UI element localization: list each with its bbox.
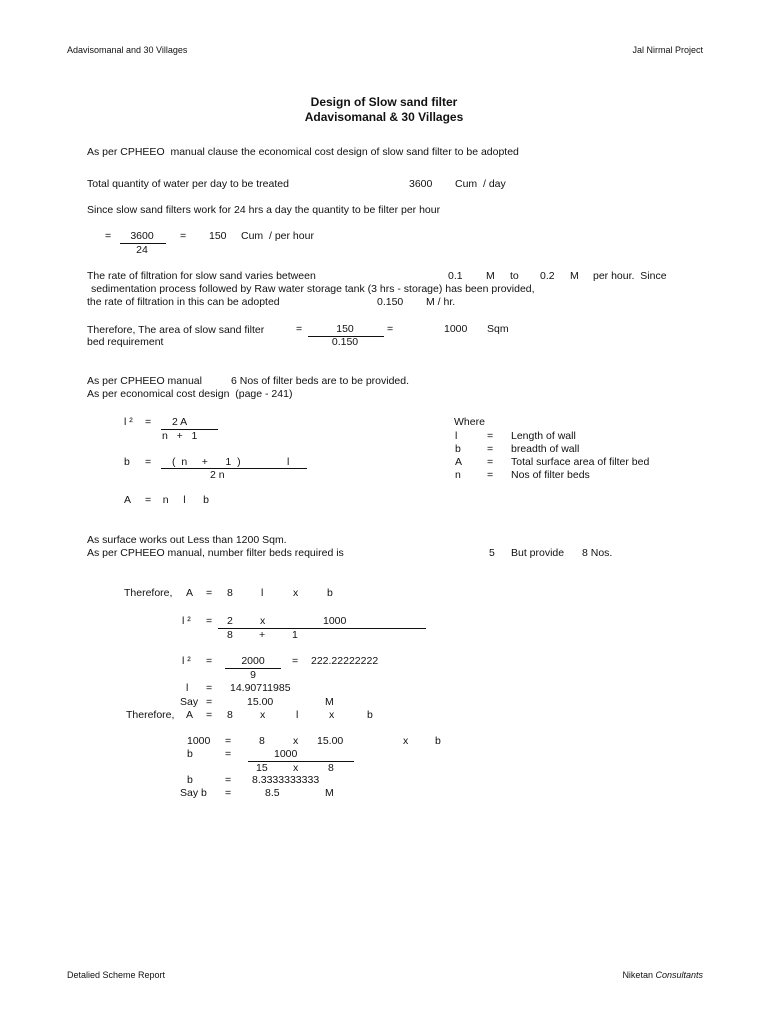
calc-r1-eq: = [206, 587, 213, 599]
area-denominator: 0.150 [331, 336, 359, 348]
where-eq-a: = [487, 456, 494, 468]
calc-r5-say: Say [180, 696, 199, 708]
rate-adopted-unit: M / hr. [426, 296, 456, 308]
formula-l2: l ² [124, 416, 133, 428]
calc-r4-value: 14.90711985 [230, 682, 291, 694]
formula-ani: = n l b [145, 494, 209, 506]
calc-r4-l: l [186, 682, 189, 694]
calc-r6-l: l [296, 709, 299, 721]
where-eq-b: = [487, 443, 494, 455]
where-sym-a: A [455, 456, 463, 468]
total-label: Total quantity of water per day to be treated [87, 178, 289, 190]
calc-r6-b: b [367, 709, 373, 721]
surface-line2: As per CPHEEO manual, number filter beds required is [87, 547, 344, 559]
calc-r2-eq: = [206, 615, 213, 627]
calc-r2-d2: 1 [292, 629, 298, 641]
formula-num-2a: 2 A [172, 416, 188, 428]
rate-tail: per hour. Since [593, 270, 667, 282]
rate-v2: 0.2 [540, 270, 555, 282]
where-title: Where [454, 416, 485, 428]
formula-b-line [161, 468, 307, 469]
calc-r6-n: 8 [227, 709, 233, 721]
footer-right-italic: Consultants [655, 970, 703, 980]
calc-r9-b: b [187, 774, 193, 786]
calc-r5-eq: = [206, 696, 213, 708]
formula-den-2n: 2 n [210, 469, 225, 481]
perhour-eq2: = [180, 230, 187, 242]
calc-r1-label: Therefore, [124, 587, 173, 599]
perhour-unit: Cum / per hour [241, 230, 314, 242]
area-eq2: = [387, 323, 394, 335]
calc-r7-eq: = [225, 735, 232, 747]
rate-u2: M [570, 270, 579, 282]
formula-num-b: ( n + 1 ) [172, 456, 241, 468]
header-left: Adavisomanal and 30 Villages [67, 45, 188, 55]
calc-r1-l: l [261, 587, 264, 599]
perhour-value: 150 [209, 230, 227, 242]
footer-right [622, 969, 703, 981]
where-eq-n: = [487, 469, 494, 481]
calc-r6-x2: x [329, 709, 335, 721]
formula-den-n1: n + 1 [162, 430, 198, 442]
intro-text: As per CPHEEO manual clause the economical cost design of slow sand filter to be adopted [87, 146, 519, 158]
beds-line1a: As per CPHEEO manual [87, 375, 202, 387]
total-unit: Cum / day [455, 178, 506, 190]
perhour-eq1: = [105, 230, 112, 242]
surface-provide-value: 8 Nos. [582, 547, 613, 559]
header-right: Jal Nirmal Project [632, 45, 703, 55]
calc-r7-l: 15.00 [317, 735, 344, 747]
calc-r6-x1: x [260, 709, 266, 721]
title-line1: Design of Slow sand filter [310, 95, 458, 109]
surface-provide-label: But provide [511, 547, 565, 559]
formula-eq-l2: = [145, 416, 152, 428]
rate-u1: M [486, 270, 495, 282]
total-value: 3600 [409, 178, 433, 190]
area-eq1: = [296, 323, 303, 335]
rate-to: to [510, 270, 519, 282]
where-desc-b: breadth of wall [511, 443, 580, 455]
surface-required: 5 [489, 547, 495, 559]
calc-r1-x: x [293, 587, 299, 599]
formula-eq-b: = [145, 456, 152, 468]
calc-r3-value: 222.22222222 [311, 655, 379, 667]
rate-line2: sedimentation process followed by Raw water storage tank (3 hrs - storage) has been provided, [91, 283, 535, 295]
perhour-numerator: 3600 [130, 230, 154, 242]
calc-r8-d1: 15 [256, 762, 268, 774]
where-sym-b: b [455, 443, 461, 455]
where-desc-l: Length of wall [511, 430, 576, 442]
area-unit: Sqm [487, 323, 509, 335]
calc-r6-a: A [186, 709, 194, 721]
surface-line1: As surface works out Less than 1200 Sqm. [87, 534, 287, 546]
beds-line1b: 6 Nos of filter beds are to be provided. [231, 375, 410, 387]
calc-r10-value: 8.5 [265, 787, 280, 799]
calc-r8-d2: 8 [328, 762, 334, 774]
calc-r2-two: 2 [227, 615, 233, 627]
where-desc-n: Nos of filter beds [511, 469, 590, 481]
calc-r3-l2: l ² [182, 655, 191, 667]
rate-line1: The rate of filtration for slow sand varies between [87, 270, 316, 282]
calc-r10-say: Say b [180, 787, 207, 799]
perhour-denominator: 24 [136, 244, 148, 256]
where-eq-l: = [487, 430, 494, 442]
rate-adopted: 0.150 [377, 296, 404, 308]
calc-r2-d1: 8 [227, 629, 233, 641]
rate-v1: 0.1 [448, 270, 463, 282]
calc-r10-unit: M [325, 787, 334, 799]
calc-r7-x1: x [293, 735, 299, 747]
calc-r10-eq: = [225, 787, 232, 799]
calc-r1-n: 8 [227, 587, 233, 599]
calc-r1-a: A [186, 587, 194, 599]
calc-r8-num: 1000 [274, 748, 298, 760]
where-desc-a: Total surface area of filter bed [511, 456, 650, 468]
calc-r2-line [218, 628, 426, 629]
footer-right-name: Niketan [622, 970, 653, 980]
calc-r4-eq: = [206, 682, 213, 694]
formula-num-b-l: l [287, 456, 290, 468]
area-value: 1000 [444, 323, 468, 335]
calc-r8-eq: = [225, 748, 232, 760]
calc-r2-plus: + [259, 629, 266, 641]
formula-b: b [124, 456, 130, 468]
calc-r3-num: 2000 [241, 655, 265, 667]
formula-a: A [124, 494, 132, 506]
area-line2: bed requirement [87, 336, 164, 348]
title-line2: Adavisomanal & 30 Villages [304, 110, 464, 124]
calc-r3-eq2: = [292, 655, 299, 667]
area-numerator: 150 [336, 323, 354, 335]
calc-r5-unit: M [325, 696, 334, 708]
where-sym-n: n [455, 469, 461, 481]
calc-r7-n: 8 [259, 735, 265, 747]
calc-r7-x2: x [403, 735, 409, 747]
since-text: Since slow sand filters work for 24 hrs a day the quantity to be filter per hour [87, 204, 441, 216]
calc-r9-value: 8.3333333333 [252, 774, 320, 786]
calc-r3-den: 9 [250, 669, 256, 681]
area-line1: Therefore, The area of slow sand filter [87, 324, 265, 336]
calc-r6-eq: = [206, 709, 213, 721]
calc-r6-label: Therefore, [126, 709, 175, 721]
rate-line3: the rate of filtration in this can be adopted [87, 296, 280, 308]
calc-r1-b: b [327, 587, 333, 599]
calc-r8-b: b [187, 748, 193, 760]
calc-r3-eq: = [206, 655, 213, 667]
where-sym-l: l [455, 430, 458, 442]
calc-r7-v: 1000 [187, 735, 211, 747]
calc-r2-value: 1000 [323, 615, 347, 627]
calc-r7-b: b [435, 735, 441, 747]
calc-r2-x: x [260, 615, 266, 627]
calc-r9-eq: = [225, 774, 232, 786]
calc-r5-value: 15.00 [247, 696, 274, 708]
footer-left: Detalied Scheme Report [67, 970, 166, 980]
calc-r8-x: x [293, 762, 299, 774]
beds-line2: As per economical cost design (page - 241) [87, 388, 293, 400]
calc-r2-l2: l ² [182, 615, 191, 627]
